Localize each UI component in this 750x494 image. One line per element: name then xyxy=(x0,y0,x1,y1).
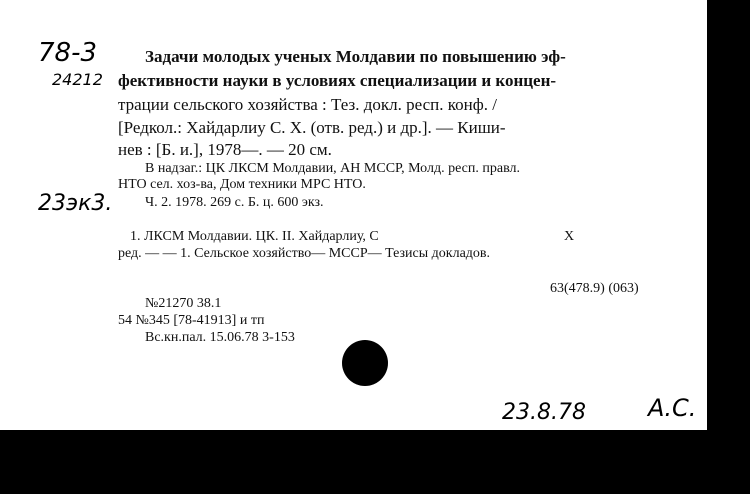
handwritten-initials: А.С. xyxy=(648,394,697,422)
title-line-1: Задачи молодых ученых Молдавии по повышению эф- xyxy=(145,47,566,66)
tracings-x: Х xyxy=(564,229,575,244)
tracings-line-2: ред. — — 1. Сельское хозяйство— МССР— Тезисы докладов. xyxy=(118,246,491,261)
number-line-1: №21270 38.1 xyxy=(145,296,222,311)
handwritten-date: 23.8.78 xyxy=(502,400,586,425)
title-line-3: трации сельского хозяйства : Тез. докл. респ. конф. / xyxy=(118,95,497,114)
number-line-2: 54 №345 [78-41913] и тп xyxy=(118,313,265,328)
agency-line-1: В надзаг.: ЦК ЛКСМ Молдавии, АН МССР, Молд. респ. правл. xyxy=(145,161,520,176)
tracings-line-1: 1. ЛКСМ Молдавии. ЦК. II. Хайдарлиу, С xyxy=(130,229,379,244)
classification: 63(478.9) (063) xyxy=(550,281,639,296)
title-line-5: нев : [Б. и.], 1978—. — 20 см. xyxy=(118,140,332,159)
handwritten-number: 24212 xyxy=(52,70,103,89)
title-line-4: [Редкол.: Хайдарлиу С. Х. (отв. ред.) и др.]. — Киши- xyxy=(118,118,506,137)
volume-line: Ч. 2. 1978. 269 с. Б. ц. 600 экз. xyxy=(145,195,324,210)
title-line-2: фективности науки в условиях специализации и концен- xyxy=(118,71,557,90)
number-line-3: Вс.кн.пал. 15.06.78 3-153 xyxy=(145,330,295,345)
handwritten-side-note: 23эк3. xyxy=(38,191,113,216)
agency-line-2: НТО сел. хоз-ва, Дом техники МРС НТО. xyxy=(118,177,366,192)
punch-hole xyxy=(342,340,388,386)
handwritten-code: 78-3 xyxy=(38,38,98,68)
